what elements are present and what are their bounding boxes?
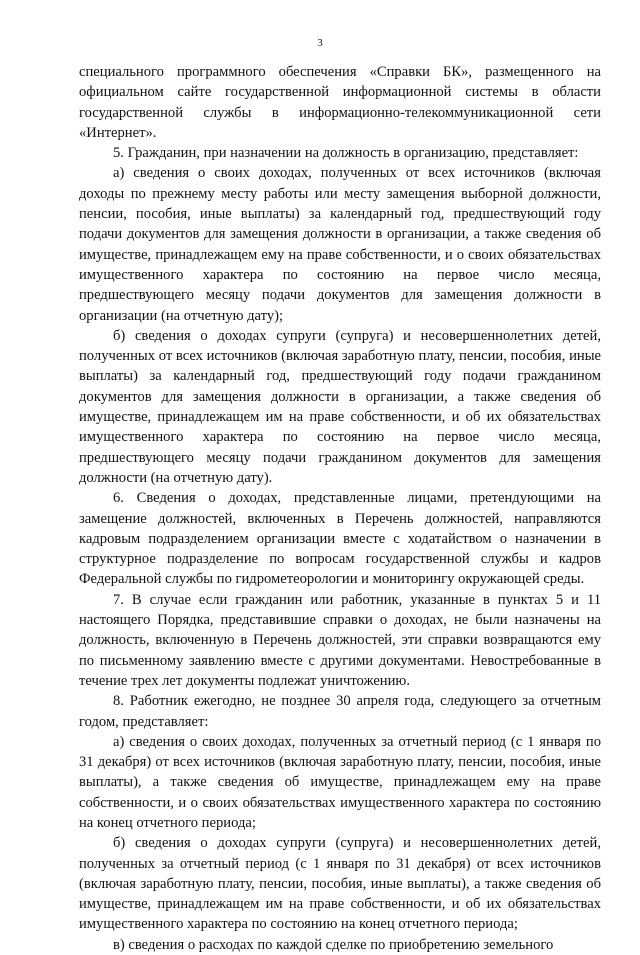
paragraph-item-8a: а) сведения о своих доходах, полученных за отчетный период (с 1 января по 31 декабря) от всех источников (включая заработную плату, пенсии, пособия, иные выплаты), а также сведения об имуществе, принадлежащем ему на праве собственности, и о своих обязательствах имущественного характера по состоянию на конец отчетного периода; (79, 733, 601, 831)
paragraph-item-8v: в) сведения о расходах по каждой сделке по приобретению земельного (113, 936, 554, 953)
paragraph-item-7: 7. В случае если гражданин или работник, указанные в пунктах 5 и 11 настоящего Порядка, представившие справки о доходах, не были назначены на должность, включенную в Перечень должностей, эти справки возвращаются ему по письменному заявлению вместе с другими документами. Невостребованные в течение трех лет документы подлежат уничтожению. (79, 591, 601, 689)
paragraph-item-8: 8. Работник ежегодно, не позднее 30 апреля года, следующего за отчетным годом, представляет: (79, 693, 601, 730)
paragraph-item-5a: а) сведения о своих доходах, полученных от всех источников (включая доходы по прежнему месту работы или месту замещения выборной должности, пенсии, пособия, иные выплаты) за календарный год, предшествующий году подачи документов для замещения должности в организации, а также сведения об имуществе, принадлежащем ему на праве собственности, и о своих обязательствах имущественного характера по состоянию на первое число месяца, предшествующего месяцу подачи документов для замещения должности в организации (на отчетную дату); (79, 165, 601, 324)
document-body (79, 62, 601, 955)
paragraph-item-8b: б) сведения о доходах супруги (супруга) и несовершеннолетних детей, полученных за отчетный период (с 1 января по 31 декабря) от всех источников (включая заработную плату, пенсии, пособия, иные выплаты), а также сведения об имуществе, принадлежащем им на праве собственности, и об их обязательствах имущественного характера по состоянию на конец отчетного периода; (79, 835, 601, 933)
paragraph-item-5b: б) сведения о доходах супруги (супруга) и несовершеннолетних детей, полученных от всех источников (включая заработную плату, пенсии, пособия, иные выплаты) за календарный год, предшествующий году подачи гражданином документов для замещения должности в организации, а также сведения об имуществе, принадлежащем им на праве собственности, и об их обязательствах имущественного характера по состоянию на первое число месяца, предшествующего месяцу подачи гражданином документов для замещения должности (на отчетную дату). (79, 327, 601, 486)
paragraph-continuation: специального программного обеспечения «Справки БК», размещенного на официальном сайте государственной информационной системы в области государственной службы в информационно-телекоммуникационной сети «Интернет». (79, 64, 601, 141)
paragraph-item-6: 6. Сведения о доходах, представленные лицами, претендующими на замещение должностей, включенных в Перечень должностей, направляются кадровым подразделением организации вместе с ходатайством о назначении в структурное подразделение по вопросам государственной службы и кадров Федеральной службы по гидрометеорологии и мониторингу окружающей среды. (79, 490, 601, 588)
page-number: 3 (317, 37, 323, 49)
paragraph-item-5: 5. Гражданин, при назначении на должность в организацию, представляет: (113, 145, 579, 162)
